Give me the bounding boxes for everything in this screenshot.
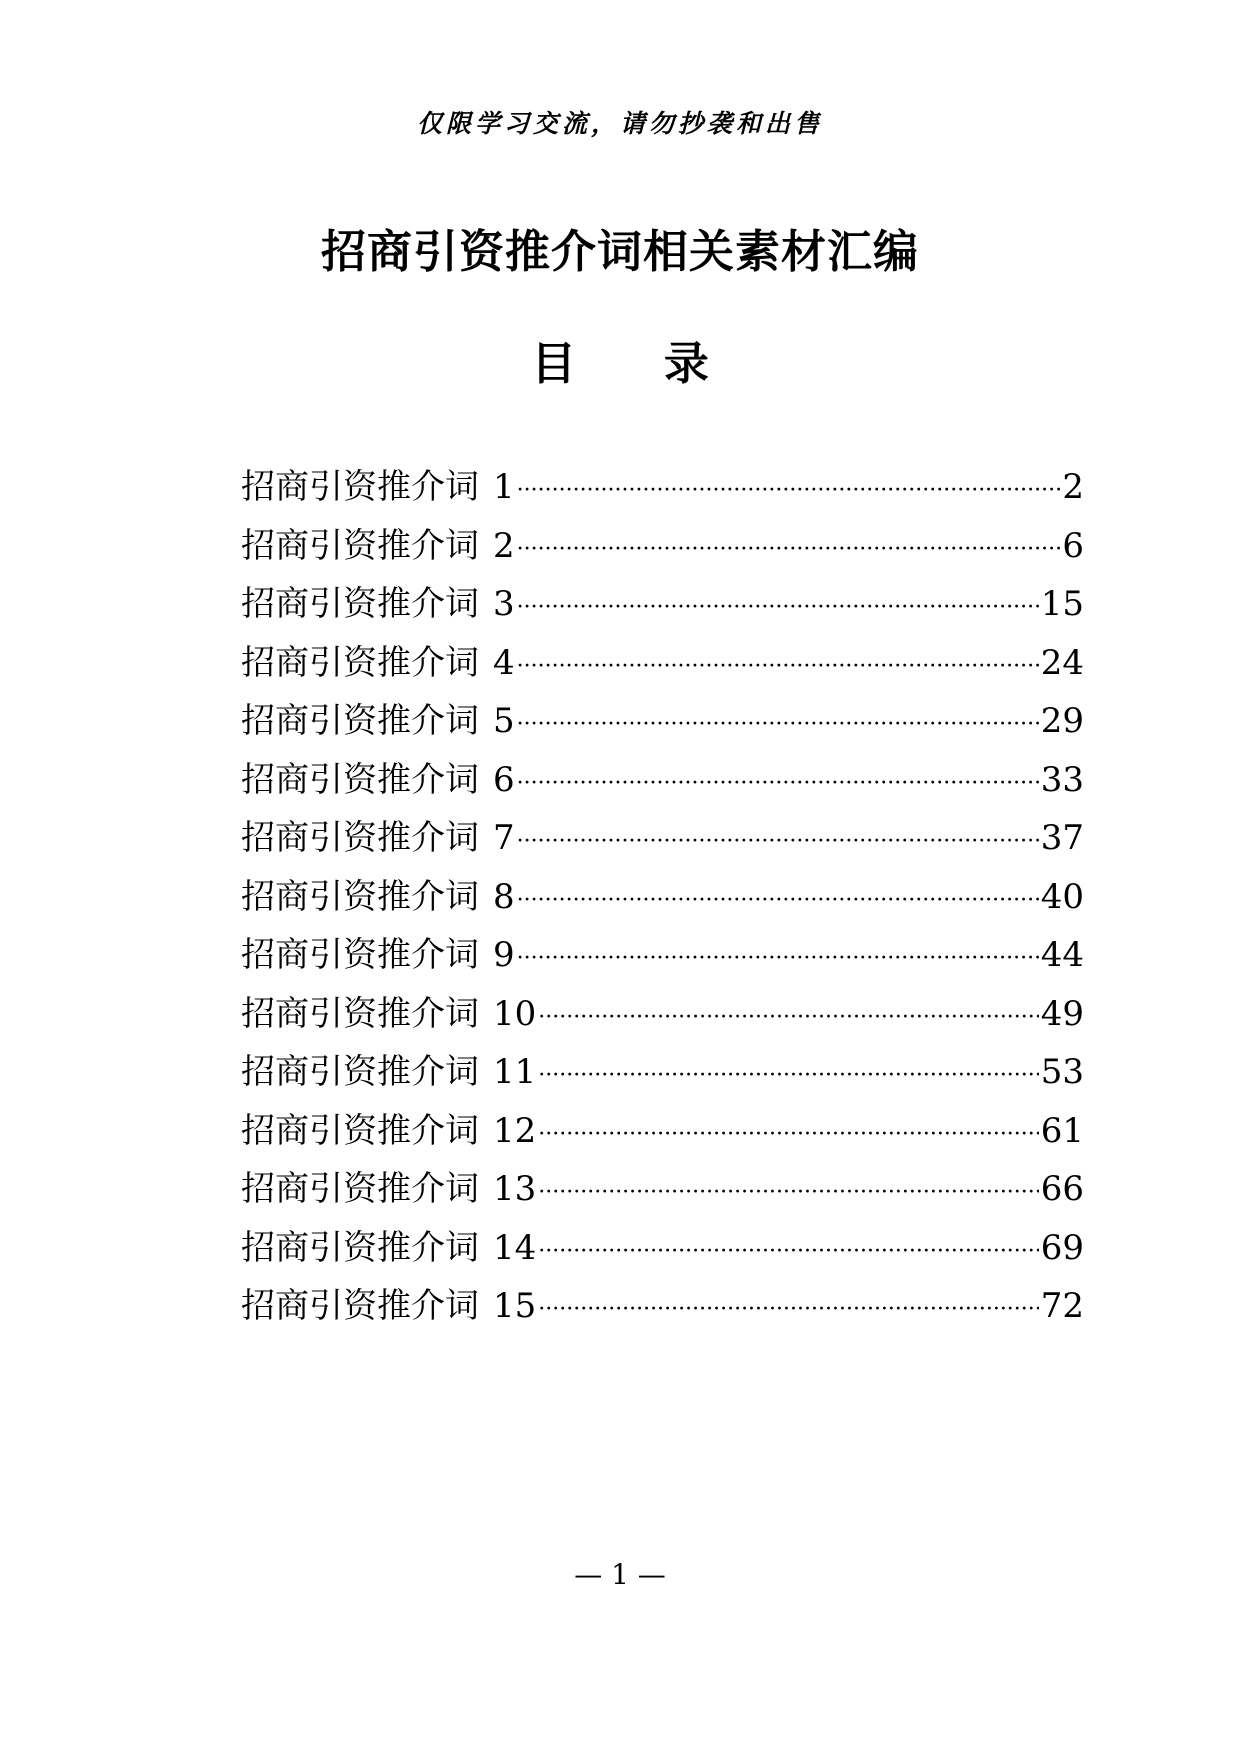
toc-entry-page: 61 [1040,1110,1084,1151]
toc-entry-number: 12 [493,1110,537,1151]
toc-entry-page: 33 [1040,759,1084,800]
toc-entry-label: 招商引资推介词 [241,1286,479,1326]
toc-entry-page: 15 [1040,584,1084,624]
toc-entry[interactable] [241,751,1084,810]
toc-entry[interactable] [241,575,1084,634]
toc-entry-page: 72 [1040,1286,1084,1326]
toc-dot-leader [517,574,1039,638]
toc-entry-number: 6 [493,759,515,800]
toc-entry-page: 40 [1040,876,1084,917]
toc-entry[interactable] [241,458,1084,517]
toc-entry[interactable] [241,1160,1084,1219]
toc-entry[interactable] [241,634,1084,693]
toc-entry-label: 招商引资推介词 [241,759,479,800]
toc-entry[interactable] [241,517,1084,576]
usage-notice: 仅限学习交流，请勿抄袭和出售 [416,109,823,138]
toc-entry[interactable] [241,692,1084,751]
toc-entry-number: 7 [493,818,515,858]
toc-entry-page: 6 [1062,525,1084,566]
toc-entry-number: 15 [493,1286,537,1326]
toc-dot-leader [517,516,1061,580]
page-number: — 1 — [574,1558,666,1591]
toc-dot-leader [538,1042,1038,1106]
toc-entry[interactable] [241,1102,1084,1161]
toc-dot-leader [538,1218,1038,1282]
toc-dot-leader [538,1101,1038,1165]
toc-dot-leader [538,1276,1038,1340]
toc-dot-leader [517,457,1061,521]
toc-entry-page: 29 [1040,701,1084,741]
toc-dot-leader [538,1159,1038,1223]
toc-dot-leader [517,867,1039,931]
toc-entry-label: 招商引资推介词 [241,818,479,858]
toc-entry[interactable] [241,868,1084,927]
toc-dot-leader [538,984,1038,1048]
toc-entry-number: 13 [493,1169,537,1209]
toc-entry[interactable] [241,1043,1084,1102]
toc-dot-leader [517,925,1039,989]
toc-entry-page: 69 [1040,1227,1084,1268]
toc-entry-label: 招商引资推介词 [241,701,479,741]
toc-entry-number: 10 [493,993,537,1034]
toc-entry-page: 49 [1040,993,1084,1034]
table-of-contents [241,458,1084,1336]
toc-dot-leader [517,750,1039,814]
toc-entry-number: 5 [493,701,515,741]
toc-entry[interactable] [241,985,1084,1044]
toc-entry-number: 11 [493,1052,537,1092]
toc-dot-leader [517,808,1039,872]
toc-entry-page: 53 [1040,1052,1084,1092]
toc-entry-page: 24 [1040,642,1084,683]
toc-entry-label: 招商引资推介词 [241,467,479,507]
toc-entry-label: 招商引资推介词 [241,642,479,683]
toc-entry-page: 44 [1040,935,1084,975]
toc-entry-label: 招商引资推介词 [241,1169,479,1209]
toc-entry[interactable] [241,1277,1084,1336]
toc-entry-number: 14 [493,1227,537,1268]
toc-dot-leader [517,691,1039,755]
toc-entry-number: 4 [493,642,515,683]
toc-entry[interactable] [241,926,1084,985]
toc-entry-label: 招商引资推介词 [241,993,479,1034]
toc-dot-leader [517,633,1039,697]
toc-entry-page: 37 [1040,818,1084,858]
toc-entry-label: 招商引资推介词 [241,1227,479,1268]
toc-heading: 目 录 [531,337,745,390]
toc-entry-label: 招商引资推介词 [241,935,479,975]
toc-entry-label: 招商引资推介词 [241,525,479,566]
toc-entry-number: 9 [493,935,515,975]
toc-entry-page: 66 [1040,1169,1084,1209]
toc-entry[interactable] [241,1219,1084,1278]
toc-entry-number: 2 [493,525,515,566]
toc-entry-page: 2 [1062,467,1084,507]
toc-entry-label: 招商引资推介词 [241,1052,479,1092]
toc-entry-label: 招商引资推介词 [241,584,479,624]
toc-entry-label: 招商引资推介词 [241,876,479,917]
toc-entry[interactable] [241,809,1084,868]
document-title: 招商引资推介词相关素材汇编 [320,225,919,278]
toc-entry-label: 招商引资推介词 [241,1110,479,1151]
toc-entry-number: 3 [493,584,515,624]
toc-entry-number: 8 [493,876,515,917]
toc-entry-number: 1 [493,467,515,507]
